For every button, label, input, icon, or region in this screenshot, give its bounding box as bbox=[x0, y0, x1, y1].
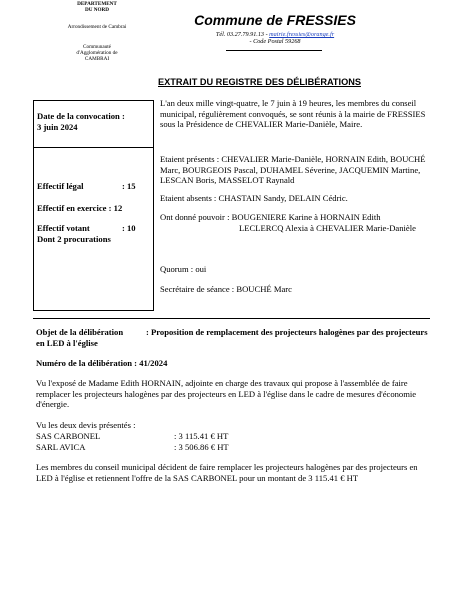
deliberation-subject bbox=[36, 327, 432, 348]
header-divider bbox=[226, 50, 322, 51]
commune-title: Commune de FRESSIES bbox=[194, 12, 356, 28]
procurations-label: Dont 2 procurations bbox=[37, 234, 111, 244]
quote-2-name: SARL AVICA bbox=[36, 442, 86, 452]
quote-1-name: SAS CARBONEL bbox=[36, 431, 101, 441]
section-divider bbox=[33, 318, 430, 319]
subject-label: Objet de la délibération bbox=[36, 327, 124, 337]
effectif-box bbox=[33, 147, 154, 311]
attendees-present: Etaient présents : CHEVALIER Marie-Danièle, HORNAIN Edith, BOUCHÉ Marc, BOURGEOIS Pascal, DUHAMEL Séverine, JACQUEMIN Martine, LESCAN Boris, MASSELOT Raynald bbox=[160, 154, 426, 186]
proxy-line-1: Ont donné pouvoir : BOUGENIERE Karine à HORNAIN Edith bbox=[160, 212, 381, 222]
quotes-intro: Vu les deux devis présentés : bbox=[36, 420, 136, 430]
quorum-line: Quorum : oui bbox=[160, 264, 207, 274]
arrondissement-label: Arrondissement de Cambrai bbox=[67, 24, 127, 30]
commune-contact bbox=[180, 31, 370, 45]
document-title: EXTRAIT DU REGISTRE DES DÉLIBÉRATIONS bbox=[158, 77, 361, 87]
email-link[interactable]: mairie.fressies@orange.fr bbox=[269, 31, 335, 38]
secretary-line: Secrétaire de séance : BOUCHÉ Marc bbox=[160, 284, 292, 294]
convocation-date: 3 juin 2024 bbox=[37, 122, 78, 132]
proxy-line-2: LECLERCQ Alexia à CHEVALIER Marie-Danièle bbox=[239, 223, 416, 233]
convocation-label: Date de la convocation : bbox=[37, 111, 125, 121]
effectif-exercice-label: Effectif en exercice : 12 bbox=[37, 203, 123, 213]
department-label: DEPARTEMENT DU NORD bbox=[77, 1, 117, 13]
effectif-votant-label: Effectif votant bbox=[37, 223, 90, 233]
postal-code: - Code Postal 59268 bbox=[249, 38, 301, 45]
subject-text: : Proposition de remplacement des projecteurs halogènes par des projecteurs en LED à l'église bbox=[36, 327, 428, 348]
phone-text: Tél. 03.27.79.91.13 - bbox=[215, 31, 268, 38]
effectif-legal-value: : 15 bbox=[122, 181, 136, 191]
effectif-legal-label: Effectif légal bbox=[37, 181, 84, 191]
convocation-box bbox=[33, 100, 154, 148]
meeting-intro: L'an deux mille vingt-quatre, le 7 juin à 19 heures, les membres du conseil municipal, régulièrement convoqués, se sont réunis à la mairie de FRESSIES sous la Présidence de CHEVALIER Marie-Danièle, Maire. bbox=[160, 98, 426, 130]
quote-2-amount: : 3 506.86 € HT bbox=[174, 442, 229, 452]
effectif-votant-value: : 10 bbox=[122, 223, 136, 233]
quote-1-amount: : 3 115.41 € HT bbox=[174, 431, 229, 441]
communaute-label: Communauté d'Agglomération de CAMBRAI bbox=[76, 44, 118, 62]
attendees-absent: Etaient absents : CHASTAIN Sandy, DELAIN Cédric. bbox=[160, 193, 348, 203]
deliberation-number: Numéro de la délibération : 41/2024 bbox=[36, 358, 168, 368]
decision-paragraph: Les membres du conseil municipal décident de faire remplacer les projecteurs halogènes par des projecteurs en LED à l'église et retiennent l'offre de la SAS CARBONEL pour un montant de 3 115.41 € HT bbox=[36, 462, 418, 483]
expose-paragraph: Vu l'exposé de Madame Edith HORNAIN, adjointe en charge des travaux qui propose à l'assemblée de faire remplacer les projecteurs halogènes par des projecteurs en LED à l'église dans le cadre de mesures d'économie d'énergie. bbox=[36, 378, 417, 410]
